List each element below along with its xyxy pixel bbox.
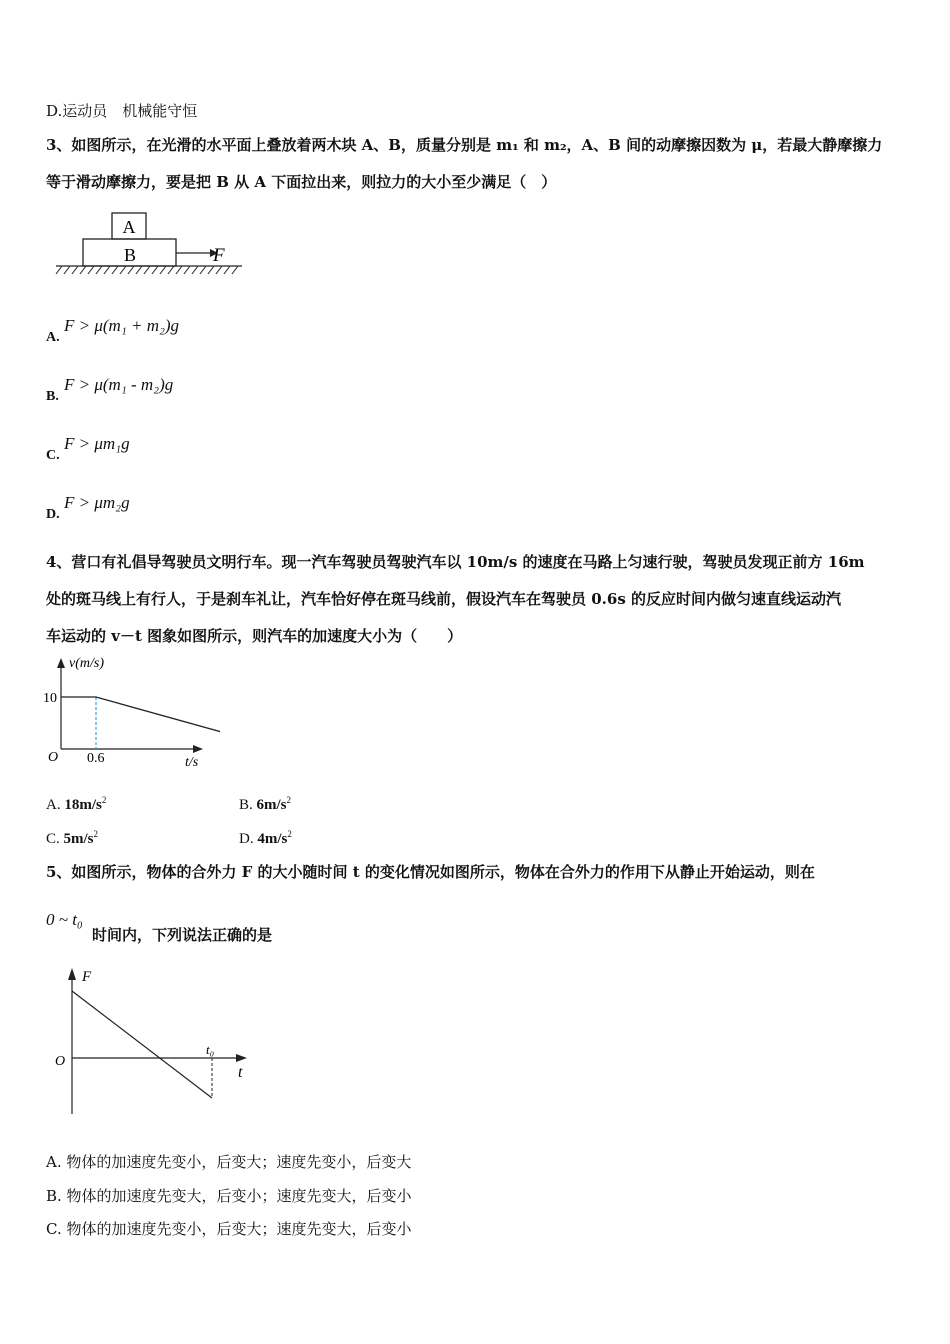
q4-x-tick-06: 0.6 bbox=[87, 751, 105, 766]
q5-stem-line1: 5、如图所示，物体的合外力 F 的大小随时间 t 的变化情况如图所示，物体在合外力的作用下从静止开始运动，则在 bbox=[46, 863, 815, 881]
q3-option-c-formula: F > μm₁g bbox=[64, 434, 130, 453]
q4-option-a[interactable] bbox=[46, 795, 106, 814]
q3-option-b-label[interactable]: B. bbox=[46, 389, 59, 404]
q4-option-b-value: 6m/s bbox=[256, 797, 287, 813]
q3-option-a-formula: F > μ(m₁ + m₂)g bbox=[64, 316, 180, 335]
q4-option-c-value: 5m/s bbox=[63, 831, 94, 847]
q4-option-b-label: B. bbox=[239, 797, 253, 813]
q5-option-a[interactable]: A. 物体的加速度先变小，后变大；速度先变小，后变大 bbox=[46, 1153, 412, 1171]
q4-option-c-exp: 2 bbox=[93, 829, 99, 839]
q4-stem-line1: 4、营口有礼倡导驾驶员文明行车。现一汽车驾驶员驾驶汽车以 10m/s 的速度在马路上匀速行驶，驾驶员发现正前方 16m bbox=[46, 553, 865, 571]
q4-option-c-label: C. bbox=[46, 831, 60, 847]
q3-option-b-formula: F > μ(m₁ - m₂)g bbox=[64, 375, 174, 394]
q4-stem-line2: 处的斑马线上有行人，于是刹车礼让，汽车恰好停在斑马线前，假设汽车在驾驶员 0.6s 的反应时间内做匀速直线运动汽 bbox=[46, 590, 841, 608]
q5-x-axis-label: t bbox=[238, 1064, 243, 1081]
q3-option-d-label[interactable]: D. bbox=[46, 507, 60, 522]
q4-velocity-line bbox=[61, 697, 220, 749]
q3-block-a-label: A bbox=[122, 217, 136, 237]
q3-stem-line1: 3、如图所示，在光滑的水平面上叠放着两木块 A、B，质量分别是 m₁ 和 m₂，A、B 间的动摩擦因数为 μ，若最大静摩擦力 bbox=[46, 136, 883, 154]
q4-option-d[interactable] bbox=[239, 829, 292, 848]
q2-option-d: D.运动员 机械能守恒 bbox=[46, 102, 198, 120]
q5-origin-label: O bbox=[55, 1054, 66, 1069]
q4-option-a-exp: 2 bbox=[101, 795, 107, 805]
q3-option-a-label[interactable]: A. bbox=[46, 330, 60, 345]
q3-force-label: F bbox=[213, 245, 225, 266]
q3-option-c-label[interactable]: C. bbox=[46, 448, 60, 463]
q4-option-d-exp: 2 bbox=[287, 829, 292, 839]
q4-option-a-label: A. bbox=[46, 797, 61, 813]
q5-x-tick-t0: t₀ bbox=[206, 1042, 215, 1057]
q5-y-axis-label: F bbox=[82, 969, 92, 985]
q3-block-b-label: B bbox=[123, 245, 137, 265]
q5-force-time-graph bbox=[46, 962, 256, 1122]
q4-y-axis-label: v(m/s) bbox=[69, 656, 104, 671]
q4-option-d-value: 4m/s bbox=[257, 831, 288, 847]
q3-blocks-figure bbox=[52, 208, 252, 284]
q4-option-b-exp: 2 bbox=[286, 795, 292, 805]
q4-x-axis-label: t/s bbox=[185, 755, 199, 770]
q4-option-c[interactable] bbox=[46, 829, 98, 848]
q3-option-d-formula: F > μm₂g bbox=[64, 493, 130, 512]
q5-stem-line2: 时间内，下列说法正确的是 bbox=[92, 926, 273, 944]
q4-option-b[interactable] bbox=[239, 795, 291, 814]
q4-option-d-label: D. bbox=[239, 831, 254, 847]
q5-option-c[interactable]: C. 物体的加速度先变小，后变大；速度先变大，后变小 bbox=[46, 1220, 412, 1238]
q4-option-a-value: 18m/s bbox=[64, 797, 102, 813]
q5-force-line bbox=[72, 991, 215, 1098]
q4-origin-label: O bbox=[48, 750, 59, 765]
q5-time-range: 0 ~ t₀ bbox=[46, 910, 83, 929]
q5-option-b[interactable]: B. 物体的加速度先变大，后变小；速度先变大，后变小 bbox=[46, 1187, 412, 1205]
q4-y-tick-10: 10 bbox=[43, 691, 57, 706]
q4-vt-graph bbox=[40, 652, 220, 774]
q4-stem-line3: 车运动的 v－t 图象如图所示，则汽车的加速度大小为（ ） bbox=[46, 627, 463, 645]
q3-stem-line2: 等于滑动摩擦力，要是把 B 从 A 下面拉出来，则拉力的大小至少满足（ ） bbox=[46, 173, 557, 191]
